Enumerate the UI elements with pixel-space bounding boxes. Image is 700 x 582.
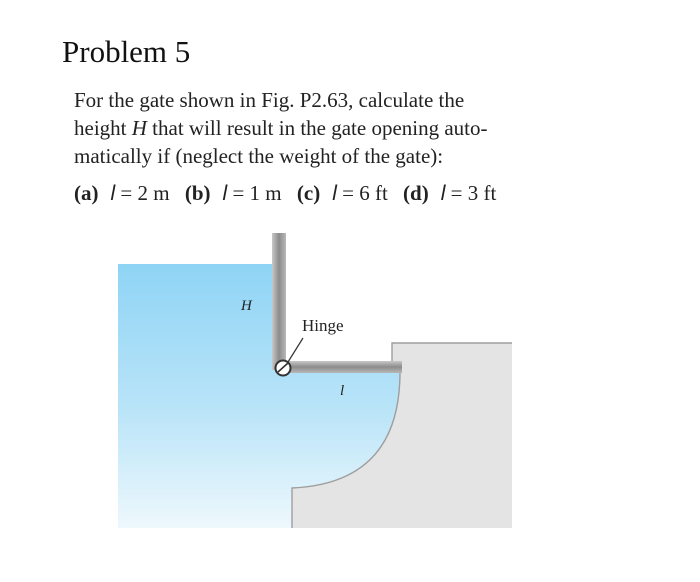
- part-d-var: l: [440, 182, 446, 205]
- part-a-label: (a): [74, 181, 99, 205]
- part-b-value: = 1 m: [227, 181, 282, 205]
- label-hinge: Hinge: [302, 316, 344, 335]
- problem-line-1: For the gate shown in Fig. P2.63, calculate the: [74, 88, 465, 112]
- label-H: H: [241, 298, 252, 314]
- problem-title: Problem 5: [62, 34, 191, 69]
- gate-horizontal-plate: [278, 361, 402, 373]
- problem-line-2-pre: height: [74, 116, 132, 140]
- variable-H: H: [131, 116, 147, 140]
- part-a-value: = 2 m: [115, 181, 170, 205]
- hinge-leader: [288, 338, 303, 362]
- problem-line-3: matically if (neglect the weight of the gate):: [74, 144, 444, 168]
- gate-vertical-plate: [272, 233, 286, 370]
- part-d-label: (d): [403, 181, 429, 205]
- part-b-label: (b): [184, 181, 211, 205]
- part-c-label: (c): [296, 181, 321, 205]
- part-d-value: = 3 ft: [445, 181, 497, 205]
- part-a-var: l: [110, 182, 116, 205]
- label-l: l: [340, 383, 345, 399]
- problem-line-2-post: that will result in the gate opening auto-: [146, 116, 488, 140]
- part-c-var: l: [332, 182, 337, 205]
- part-c-value: = 6 ft: [336, 181, 388, 205]
- part-b-var: l: [222, 182, 228, 205]
